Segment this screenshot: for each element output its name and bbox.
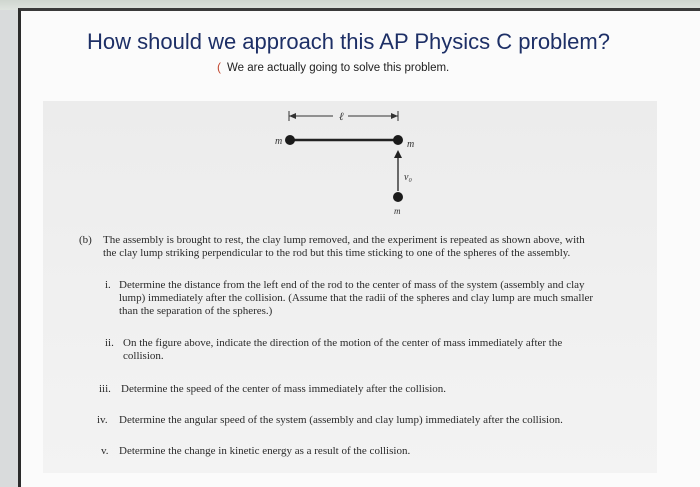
dimension-arrow-right [391,113,398,119]
slide-subtitle [217,60,617,74]
clay-lump [393,192,403,202]
item-number: i. [105,279,111,291]
slide-title: How should we approach this AP Physics C problem? [87,29,610,54]
physics-figure [43,101,657,231]
part-label: (b) [79,234,92,246]
mass-left-label: m [275,136,283,147]
item-line: Determine the distance from the left end of the rod to the center of mass of the system (assembly and clay [119,279,585,291]
slide [18,8,700,487]
velocity-arrow-icon [394,150,402,158]
clay-mass-label: m [394,206,401,216]
item-line: Determine the change in kinetic energy as a result of the collision. [119,445,411,457]
item-number: iii. [99,383,111,395]
subtitle-text: We are actually going to solve this problem. [227,62,450,74]
item-line: Determine the angular speed of the system (assembly and clay lump) immediately after the collision. [119,414,563,426]
problem-photo [43,101,657,473]
item-line: On the figure above, indicate the direction of the motion of the center of mass immediately after the [123,337,563,349]
velocity-label: v₀ [404,172,412,183]
mass-right-label: m [407,139,415,150]
part-text-line1: The assembly is brought to rest, the clay lump removed, and the experiment is repeated as shown above, with [103,234,585,246]
dimension-arrow-left [289,113,296,119]
item-line: Determine the speed of the center of mass immediately after the collision. [121,383,446,395]
item-line: collision. [123,350,164,362]
item-number: ii. [105,337,114,349]
item-number: iv. [97,414,108,426]
item-number: v. [101,445,109,457]
item-line: lump) immediately after the collision. (Assume that the radii of the spheres and clay lump are much smaller [119,292,594,304]
length-label: ℓ [339,111,344,123]
subtitle-paren: ( [217,60,221,74]
part-text-line2: the clay lump striking perpendicular to the rod but this time sticking to one of the spheres of the assembly. [103,247,571,259]
sphere-right [393,135,403,145]
sphere-left [285,135,295,145]
item-line: than the separation of the spheres.) [119,305,273,317]
